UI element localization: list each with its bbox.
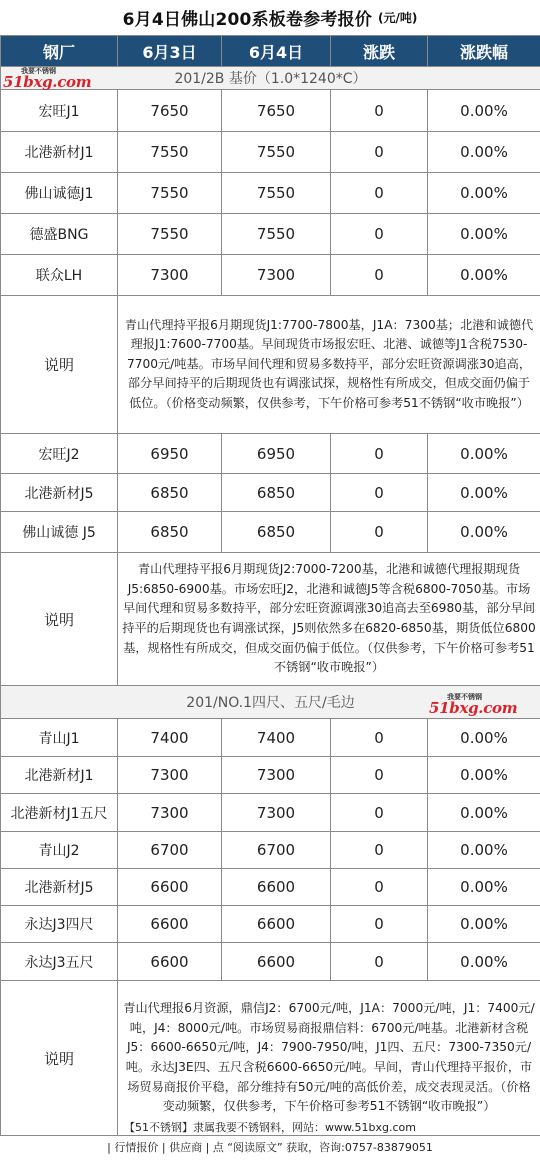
section-title [1, 67, 540, 90]
header-mill: 钢厂 [1, 36, 118, 67]
change-pct-cell: 0.00% [428, 906, 540, 943]
change-pct-cell: 0.00% [428, 214, 540, 255]
prev-price-cell: 6600 [118, 906, 222, 943]
note-label: 说明 [1, 296, 118, 434]
mill-cell: 青山J1 [1, 719, 118, 757]
table-row [1, 719, 540, 757]
table-row [1, 214, 540, 255]
mill-cell: 北港新材J5 [1, 869, 118, 906]
section-title-text: 201/2B 基价（1.0*1240*C） [174, 71, 367, 87]
section-title [1, 686, 540, 719]
table-row [1, 794, 540, 832]
mill-cell: 北港新材J5 [1, 474, 118, 512]
prev-price-cell: 6600 [118, 943, 222, 981]
header-curr-date: 6月4日 [222, 36, 331, 67]
prev-price-cell: 6950 [118, 434, 222, 474]
change-cell: 0 [331, 474, 428, 512]
table-row [1, 255, 540, 296]
change-cell: 0 [331, 434, 428, 474]
table-row [1, 869, 540, 906]
mill-cell: 佛山诚德J1 [1, 173, 118, 214]
prev-price-cell: 7650 [118, 90, 222, 132]
prev-price-cell: 7300 [118, 794, 222, 832]
curr-price-cell: 6600 [222, 906, 331, 943]
table-row [1, 512, 540, 553]
title-text: 6月4日佛山200系板卷参考报价 [122, 10, 372, 30]
mill-cell: 德盛BNG [1, 214, 118, 255]
change-cell: 0 [331, 757, 428, 794]
section-title-text: 201/NO.1四尺、五尺/毛边 [186, 695, 355, 711]
note-text: 青山代理报6月资源，鼎信J2：6700元/吨，J1A：7000元/吨，J1：7400元/吨，J4：8000元/吨。市场贸易商报鼎信料：6700元/吨基。北港新材含税J5：6600-6650元/吨，J4：7900-7950/吨，J1四、五尺：7300-7350元/吨。永达J3E四、五尺含税6600-6650元/吨。早间，青山代理持平报价，市场贸易商报价平稳，部分维持有50元/吨的高低价差，成交表现灵活。（价格变动频繁，仅供参考，下午价格可参考51不锈钢“收市晚报”） [118, 981, 540, 1136]
note-text: 青山代理持平报6月期现货J2:7000-7200基，北港和诚德代理报期现货J5:6850-6900基。市场宏旺J2，北港和诚德J5等含税6800-7050基。市场早间代理和贸易多数持平，部分宏旺资源调涨30追高去至6980基，部分早间持平的后期现货也有调涨试探，J5则依然多在6820-6850基，期货低位6800基，规格性有所成交，但成交面仍偏于低位。（仅供参考，下午价格可参考51不锈钢“收市晚报”） [118, 553, 540, 686]
footer-line-1: 【51不锈钢】隶属我要不锈钢料，网站：www.51bxg.com [124, 1121, 416, 1134]
change-cell: 0 [331, 943, 428, 981]
change-cell: 0 [331, 255, 428, 296]
report-title [0, 0, 540, 35]
prev-price-cell: 6850 [118, 474, 222, 512]
curr-price-cell: 7300 [222, 794, 331, 832]
prev-price-cell: 6700 [118, 832, 222, 869]
header-change: 涨跌 [331, 36, 428, 67]
table-row [1, 906, 540, 943]
curr-price-cell: 7300 [222, 757, 331, 794]
prev-price-cell: 7550 [118, 132, 222, 173]
table-row [1, 90, 540, 132]
change-cell: 0 [331, 132, 428, 173]
curr-price-cell: 6600 [222, 943, 331, 981]
change-pct-cell: 0.00% [428, 512, 540, 553]
curr-price-cell: 6700 [222, 832, 331, 869]
change-pct-cell: 0.00% [428, 132, 540, 173]
mill-cell: 北港新材J1 [1, 757, 118, 794]
table-row [1, 173, 540, 214]
logo-mark: 51bxg.com [3, 73, 92, 91]
table-row [1, 757, 540, 794]
change-pct-cell: 0.00% [428, 173, 540, 214]
prev-price-cell: 7550 [118, 173, 222, 214]
change-cell: 0 [331, 794, 428, 832]
change-cell: 0 [331, 214, 428, 255]
note-row [1, 553, 540, 686]
change-pct-cell: 0.00% [428, 90, 540, 132]
table-row [1, 943, 540, 981]
mill-cell: 青山J2 [1, 832, 118, 869]
prev-price-cell: 6600 [118, 869, 222, 906]
logo-tagline: 我要不锈钢 [21, 67, 56, 75]
note-label: 说明 [1, 553, 118, 686]
curr-price-cell: 7650 [222, 90, 331, 132]
curr-price-cell: 6950 [222, 434, 331, 474]
footer [0, 1116, 540, 1160]
section-header-row [1, 67, 540, 90]
prev-price-cell: 7300 [118, 757, 222, 794]
mill-cell: 北港新材J1五尺 [1, 794, 118, 832]
mill-cell: 佛山诚德 J5 [1, 512, 118, 553]
table-row [1, 832, 540, 869]
mill-cell: 宏旺J2 [1, 434, 118, 474]
note-row [1, 981, 540, 1136]
change-cell: 0 [331, 719, 428, 757]
curr-price-cell: 7550 [222, 214, 331, 255]
logo-tagline: 我要不锈钢 [447, 693, 482, 701]
prev-price-cell: 7300 [118, 255, 222, 296]
mill-cell: 北港新材J1 [1, 132, 118, 173]
section-header-row [1, 686, 540, 719]
curr-price-cell: 7300 [222, 255, 331, 296]
header-change-pct: 涨跌幅 [428, 36, 540, 67]
change-cell: 0 [331, 906, 428, 943]
site-logo [429, 693, 517, 716]
curr-price-cell: 7550 [222, 173, 331, 214]
mill-cell: 永达J3四尺 [1, 906, 118, 943]
change-pct-cell: 0.00% [428, 794, 540, 832]
note-label: 说明 [1, 981, 118, 1136]
note-row [1, 296, 540, 434]
footer-line-2: | 行情报价 | 供应商 | 点 “阅读原文” 获取，咨询:0757-83879051 [107, 1141, 433, 1154]
table-row [1, 132, 540, 173]
note-text: 青山代理持平报6月期现货J1:7700-7800基，J1A：7300基；北港和诚德代理报J1:7600-7700基。早间现货市场报宏旺、北港、诚德等J1含税7530-7700元/吨基。市场早间代理和贸易多数持平，部分宏旺资源调涨30追高，部分早间持平的后期现货也有调涨试探，规格性有所成交，但成交面仍偏于低位。（价格变动频繁，仅供参考，下午价格可参考51不锈钢“收市晚报”） [118, 296, 540, 434]
curr-price-cell: 6850 [222, 512, 331, 553]
change-pct-cell: 0.00% [428, 434, 540, 474]
change-pct-cell: 0.00% [428, 757, 540, 794]
change-cell: 0 [331, 832, 428, 869]
prev-price-cell: 7400 [118, 719, 222, 757]
prev-price-cell: 6850 [118, 512, 222, 553]
table-row [1, 474, 540, 512]
mill-cell: 宏旺J1 [1, 90, 118, 132]
price-table [0, 35, 540, 1136]
mill-cell: 永达J3五尺 [1, 943, 118, 981]
curr-price-cell: 7400 [222, 719, 331, 757]
logo-mark: 51bxg.com [429, 699, 518, 717]
change-pct-cell: 0.00% [428, 255, 540, 296]
header-prev-date: 6月3日 [118, 36, 222, 67]
change-pct-cell: 0.00% [428, 474, 540, 512]
curr-price-cell: 6600 [222, 869, 331, 906]
mill-cell: 联众LH [1, 255, 118, 296]
change-pct-cell: 0.00% [428, 719, 540, 757]
site-logo [3, 67, 91, 90]
change-pct-cell: 0.00% [428, 943, 540, 981]
table-row [1, 434, 540, 474]
change-cell: 0 [331, 90, 428, 132]
change-cell: 0 [331, 512, 428, 553]
header-row [1, 36, 540, 67]
change-cell: 0 [331, 869, 428, 906]
title-unit: (元/吨) [377, 11, 418, 25]
curr-price-cell: 6850 [222, 474, 331, 512]
curr-price-cell: 7550 [222, 132, 331, 173]
change-pct-cell: 0.00% [428, 832, 540, 869]
change-pct-cell: 0.00% [428, 869, 540, 906]
prev-price-cell: 7550 [118, 214, 222, 255]
change-cell: 0 [331, 173, 428, 214]
